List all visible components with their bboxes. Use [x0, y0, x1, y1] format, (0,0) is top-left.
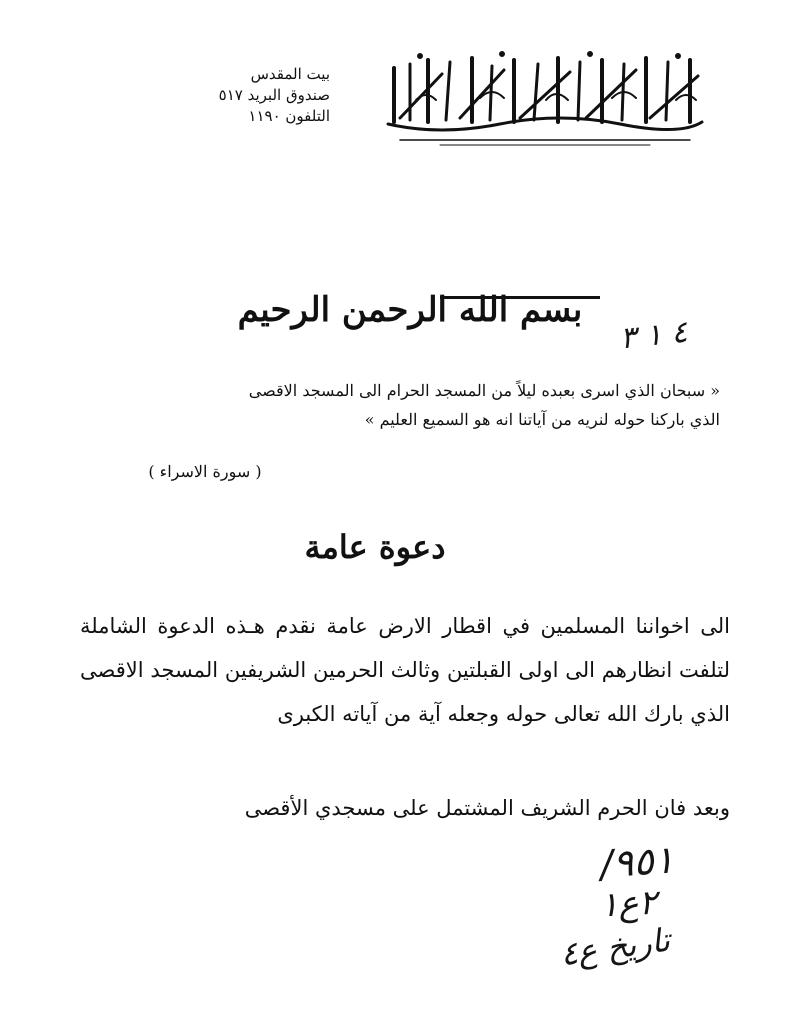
- contact-po-box: صندوق البريد ٥١٧: [218, 86, 330, 104]
- contact-city: بيت المقدس: [250, 65, 330, 83]
- handwritten-date-note: تاريخ ع٤: [557, 920, 673, 974]
- contact-telephone: التلفون ١١٩٠: [248, 107, 330, 125]
- calligraphy-emblem-icon: [380, 40, 710, 150]
- verse-line: الذي باركنا حوله لنريه من آياتنا انه هو السميع العليم »: [364, 410, 720, 429]
- handwritten-number: ٩٥١/: [598, 837, 676, 887]
- surah-reference: ( سورة الاسراء ): [148, 462, 262, 481]
- handwritten-code: ٢ع١: [598, 882, 658, 926]
- body-paragraph: الى اخواننا المسلمين في اقطار الارض عامة نقدم هـذه الدعوة الشاملة لتلفت انظارهم الى اولى القبلتين وثالث الحرمين الشريفين المسجد الاقصى الذي بارك الله تعالى حوله وجعله آية من آياته الكبرى: [80, 614, 730, 726]
- letterhead-contact-block: [110, 64, 330, 127]
- council-calligraphy-logo: [380, 40, 710, 150]
- body-closing-line: وبعد فان الحرم الشريف المشتمل على مسجدي الأقصى: [244, 796, 730, 820]
- quran-verse: [40, 376, 720, 434]
- handwritten-reference-note: ٤ ١ ٣: [618, 314, 690, 357]
- document-title: دعوة عامة: [304, 528, 446, 566]
- verse-line: « سبحان الذي اسرى بعبده ليلاً من المسجد الحرام الى المسجد الاقصى: [248, 381, 720, 400]
- basmala-heading: بسم الله الرحمن الرحيم: [237, 290, 583, 330]
